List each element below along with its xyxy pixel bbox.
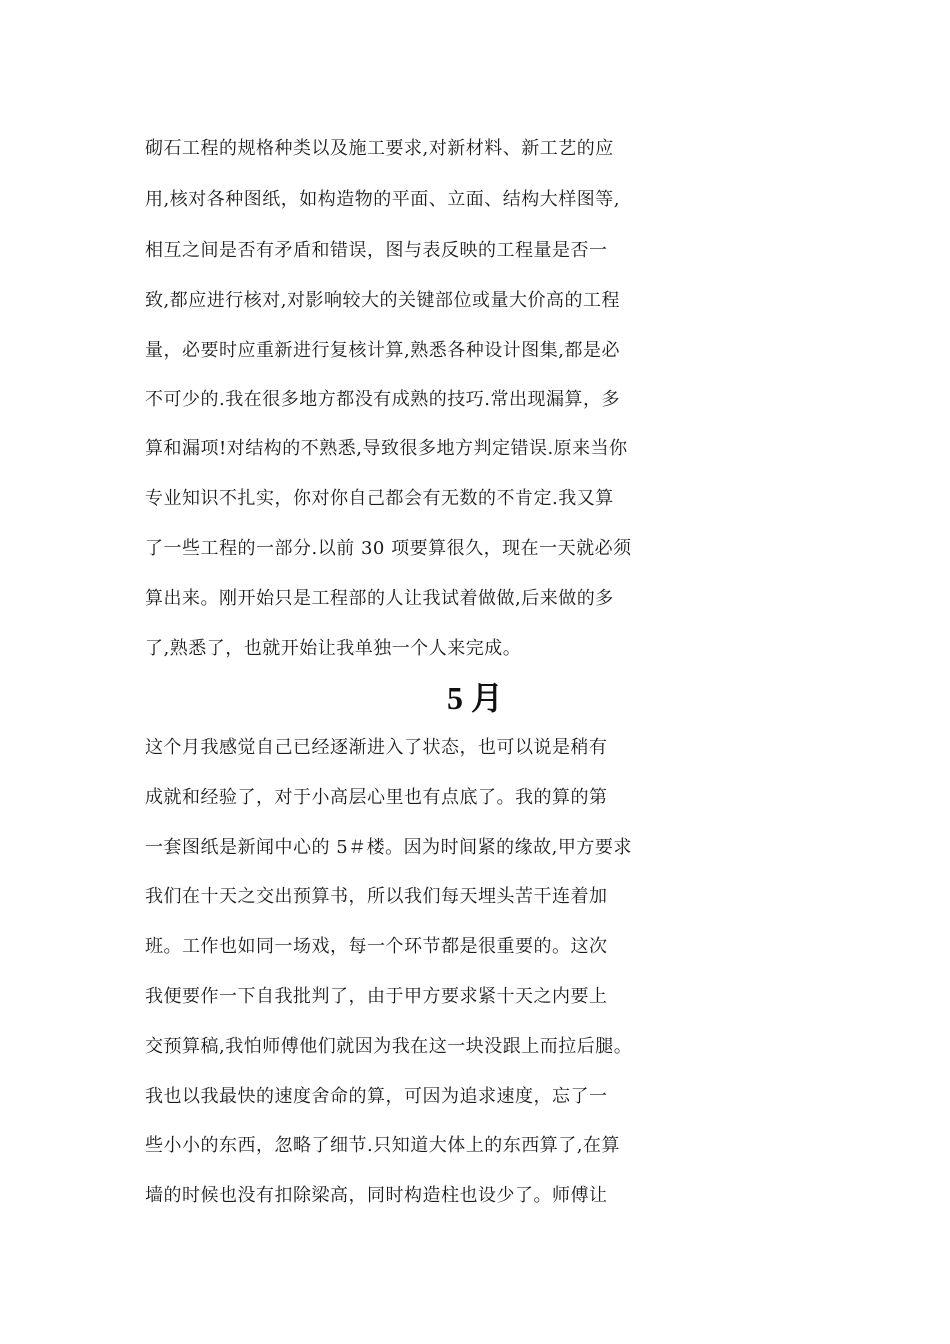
text-line: 这个月我感觉自己已经逐渐进入了状态，也可以说是稍有 [145,737,608,758]
text-line: 量，必要时应重新进行复核计算,熟悉各种设计图集,都是必 [145,340,620,361]
text-line: 些小小的东西，忽略了细节.只知道大体上的东西算了,在算 [145,1135,620,1156]
section-heading: 5 月 [446,680,503,716]
text-line: 砌石工程的规格种类以及施工要求,对新材料、新工艺的应 [145,138,614,159]
text-line: 我也以我最快的速度舍命的算，可因为追求速度，忘了一 [145,1086,608,1107]
text-line: 算出来。刚开始只是工程部的人让我试着做做,后来做的多 [145,588,614,609]
text-line: 了一些工程的一部分.以前 30 项要算很久，现在一天就必须 [145,538,632,559]
text-line: 我们在十天之交出预算书，所以我们每天埋头苦干连着加 [145,886,608,907]
text-line: 成就和经验了，对于小高层心里也有点底了。我的算的第 [145,787,608,808]
text-line: 一套图纸是新闻中心的 5＃楼。因为时间紧的缘故,甲方要求 [145,837,632,858]
text-line: 我便要作一下自我批判了，由于甲方要求紧十天之内要上 [145,986,608,1007]
text-line: 不可少的.我在很多地方都没有成熟的技巧.常出现漏算，多 [145,389,620,410]
text-line: 算和漏项!对结构的不熟悉,导致很多地方判定错误.原来当你 [145,438,628,459]
text-line: 交预算稿,我怕师傅他们就因为我在这一块没跟上而拉后腿。 [145,1036,633,1057]
text-line: 专业知识不扎实，你对你自己都会有无数的不肯定.我又算 [145,488,614,509]
text-line: 班。工作也如同一场戏，每一个环节都是很重要的。这次 [145,936,608,957]
text-line: 墙的时候也没有扣除梁高，同时构造柱也设少了。师傅让 [145,1185,608,1206]
text-line: 致,都应进行核对,对影响较大的关键部位或量大价高的工程 [145,290,620,311]
text-line: 相互之间是否有矛盾和错误，图与表反映的工程量是否一 [145,240,608,261]
text-line: 用,核对各种图纸，如构造物的平面、立面、结构大样图等, [145,189,620,210]
text-line: 了,熟悉了，也就开始让我单独一个人来完成。 [145,638,522,659]
